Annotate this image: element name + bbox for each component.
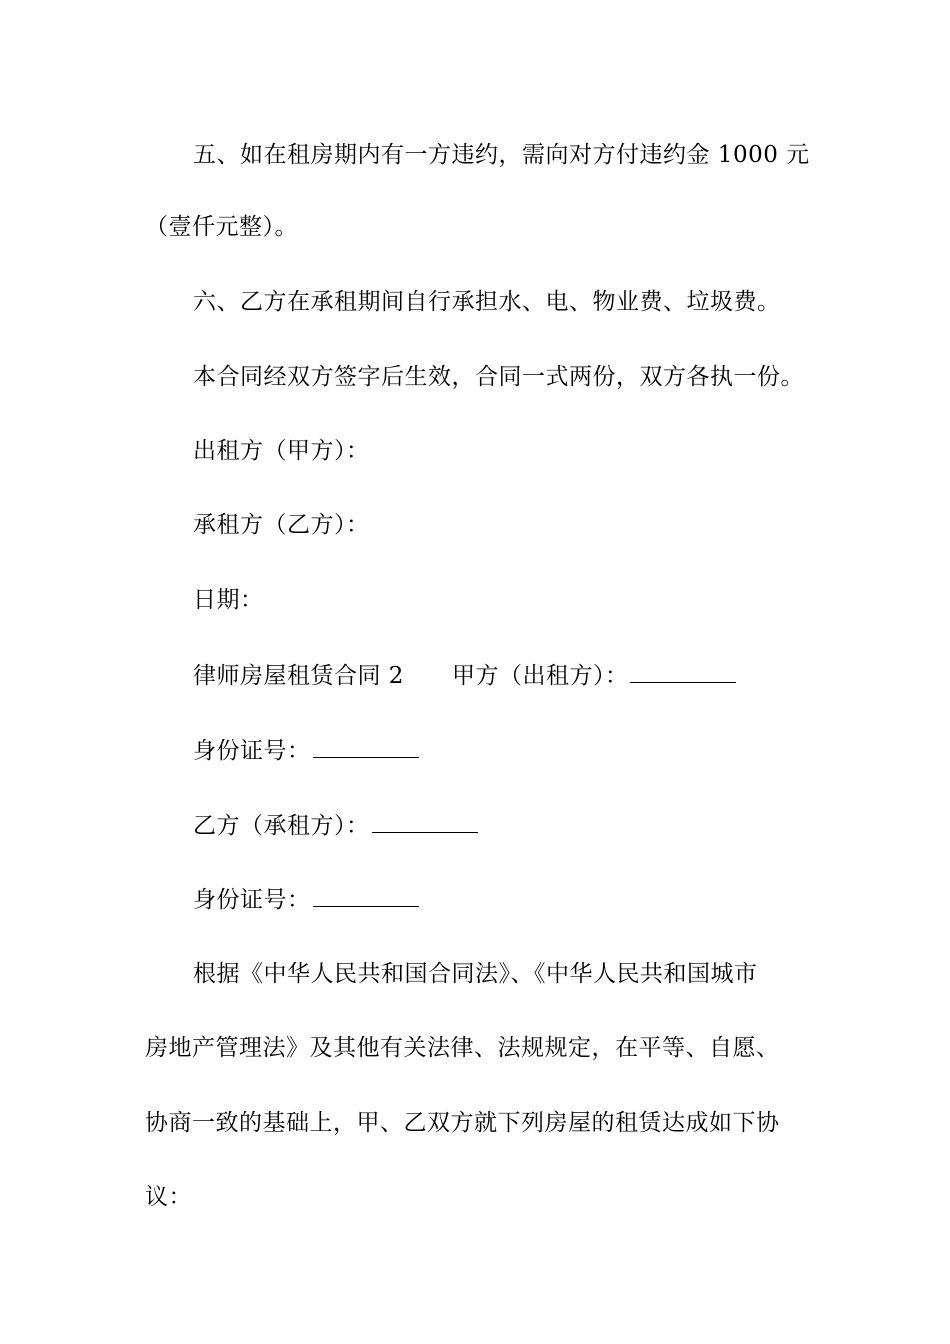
preamble-line-2: 房地产管理法》及其他有关法律、法规规定，在平等、自愿、 [145,1035,780,1061]
party-b-line [193,810,858,841]
preamble-line-3: 协商一致的基础上，甲、乙双方就下列房屋的租赁达成如下协 [145,1110,780,1136]
lessor-signature-label: 出租方（甲方）： [193,438,370,464]
id-number-a-blank [313,735,419,758]
party-b-label: 乙方（承租方）： [193,813,370,839]
lessee-signature-label: 承租方（乙方）： [193,512,370,538]
id-number-b-label: 身份证号： [193,887,311,913]
clause-6: 六、乙方在承租期间自行承担水、电、物业费、垃圾费。 [193,289,781,315]
effect-clause: 本合同经双方签字后生效，合同一式两份，双方各执一份。 [193,364,804,390]
preamble-line-4: 议： [145,1184,192,1210]
id-number-b-line [193,884,858,915]
date-label: 日期： [193,587,264,613]
id-number-a-line [193,735,858,766]
id-number-a-label: 身份证号： [193,738,311,764]
second-contract-title: 律师房屋租赁合同 2 [193,663,404,689]
party-a-label: 甲方（出租方）： [451,663,629,689]
clause-5-line-1: 五、如在租房期内有一方违约，需向对方付违约金 1000 元 [193,142,810,168]
party-b-blank [372,810,478,833]
clause-5-line-2: （壹仟元整）。 [145,214,298,240]
id-number-b-blank [313,884,419,907]
preamble-line-1: 根据《中华人民共和国合同法》、《中华人民共和国城市 [193,961,758,987]
party-a-blank [630,660,736,683]
second-contract-line [193,660,858,691]
